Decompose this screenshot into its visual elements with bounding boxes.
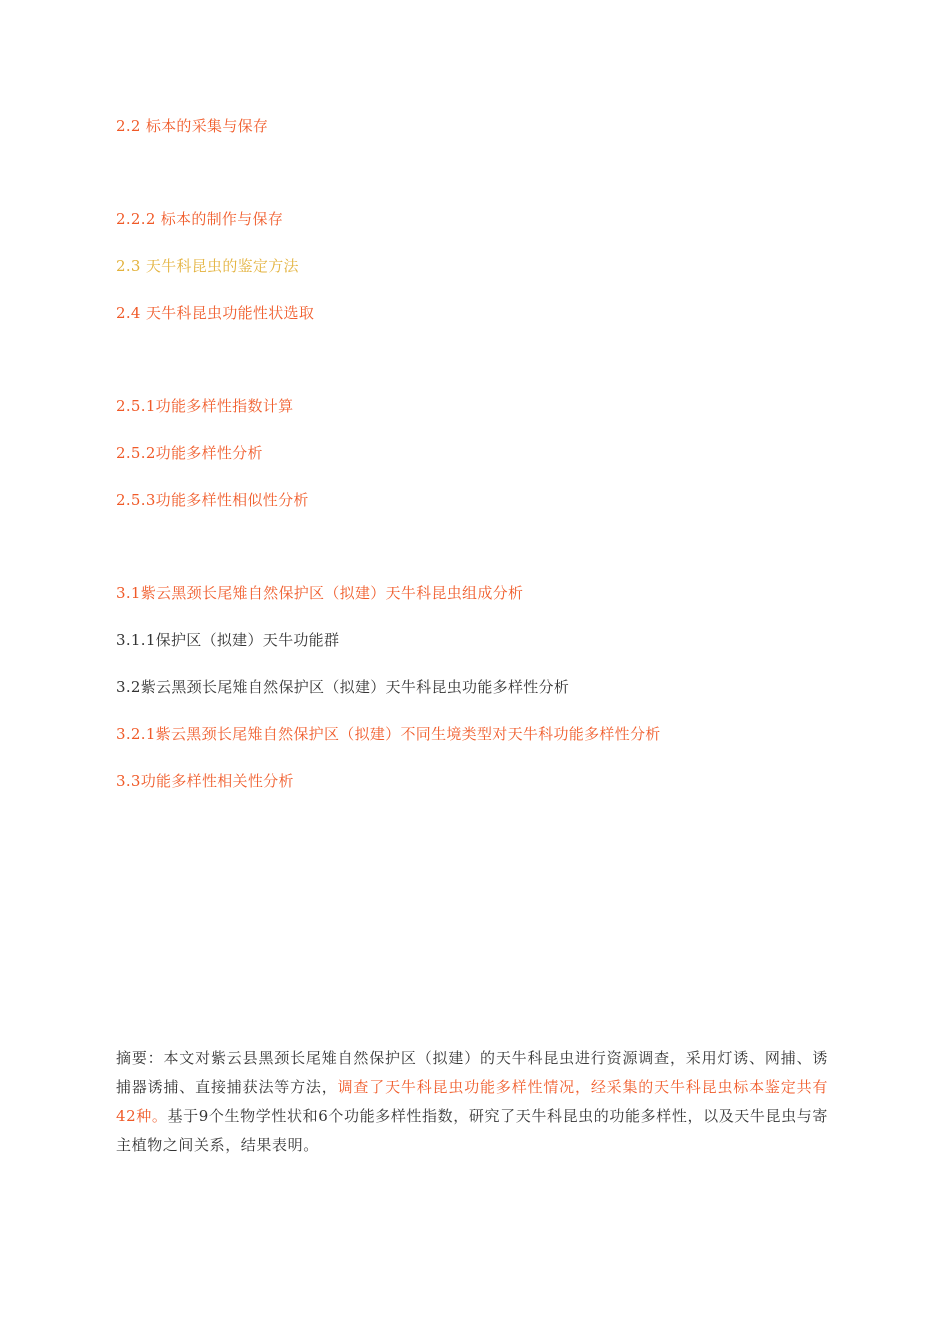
toc-item-2-3: 2.3 天牛科昆虫的鉴定方法 bbox=[116, 257, 299, 275]
toc-item-3-2: 3.2紫云黑颈长尾雉自然保护区（拟建）天牛科昆虫功能多样性分析 bbox=[116, 678, 570, 696]
abstract-paragraph bbox=[116, 1044, 828, 1160]
toc-item-2-2-2: 2.2.2 标本的制作与保存 bbox=[116, 210, 284, 228]
toc-item-2-5-2: 2.5.2功能多样性分析 bbox=[116, 444, 263, 462]
toc-item-2-5-1: 2.5.1功能多样性指数计算 bbox=[116, 397, 294, 415]
toc-item-3-1-1: 3.1.1保护区（拟建）天牛功能群 bbox=[116, 631, 340, 649]
abstract-text-continued: 基于9个生物学性状和6个功能多样性指数，研究了天牛科昆虫的功能多样性，以及天牛昆虫与寄主植物之间关系，结果表明。 bbox=[116, 1107, 828, 1154]
abstract-text: 摘要：本文对紫云县黑颈长尾雉自然保护区（拟建）的天牛科昆虫进行资源调查，采用灯诱、网捕、诱捕器诱捕、直接捕获法等方法， bbox=[116, 1049, 828, 1096]
toc-item-3-1: 3.1紫云黑颈长尾雉自然保护区（拟建）天牛科昆虫组成分析 bbox=[116, 584, 524, 602]
toc-item-2-5-3: 2.5.3功能多样性相似性分析 bbox=[116, 491, 309, 509]
toc-item-2-4: 2.4 天牛科昆虫功能性状选取 bbox=[116, 304, 315, 322]
toc-item-3-2-1: 3.2.1紫云黑颈长尾雉自然保护区（拟建）不同生境类型对天牛科功能多样性分析 bbox=[116, 725, 661, 743]
abstract-highlight: 调查了天牛科昆虫功能多样性情况，经采集的天牛科昆虫标本鉴定共有42种。 bbox=[116, 1078, 829, 1125]
toc-item-3-3: 3.3功能多样性相关性分析 bbox=[116, 772, 294, 790]
toc-item-2-2: 2.2 标本的采集与保存 bbox=[116, 117, 269, 135]
